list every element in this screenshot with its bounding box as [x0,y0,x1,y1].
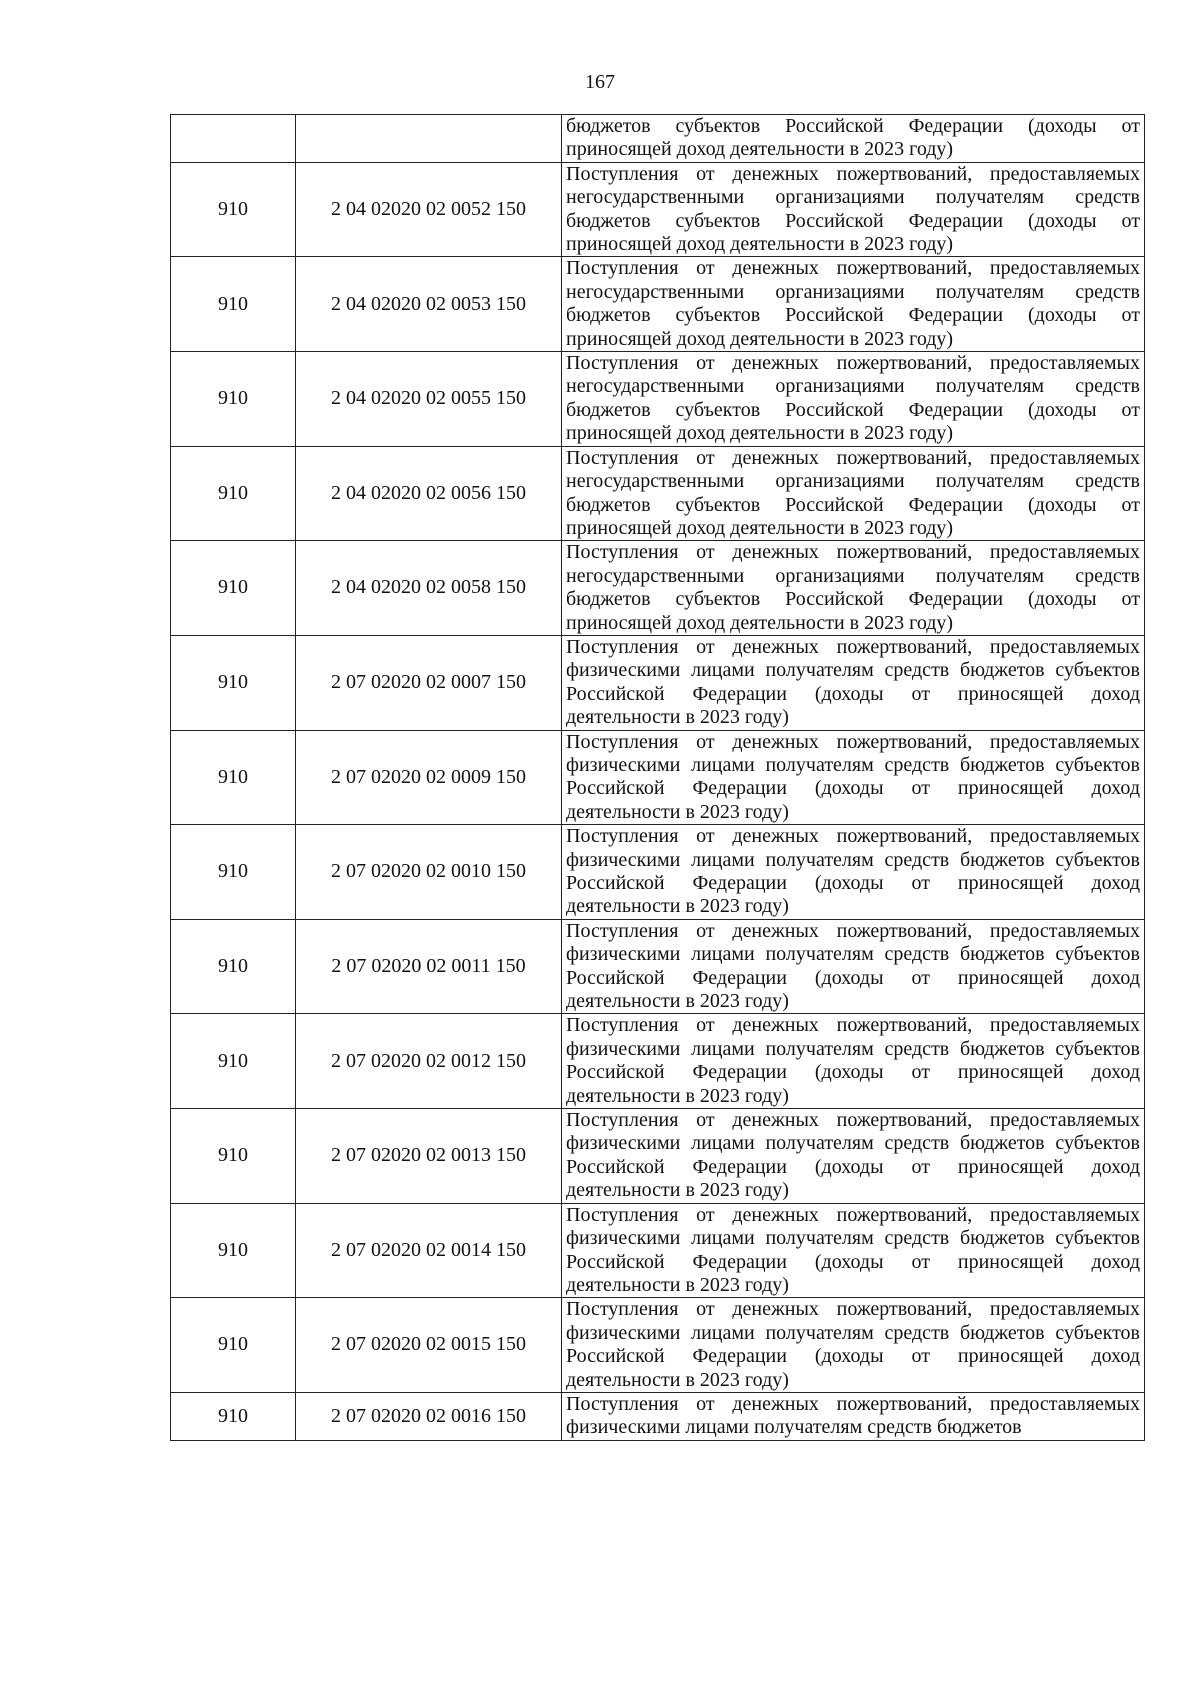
admin-code-cell: 910 [171,1392,296,1440]
revenue-name-cell: Поступления от денежных пожертвований, предоставляемых физическими лицами получателям средств бюджетов субъектов Российской Федерации (доходы от приносящей доход деятельности в 2023 году) [562,1014,1145,1109]
admin-code-cell: 910 [171,541,296,636]
revenue-name-cell: Поступления от денежных пожертвований, предоставляемых негосударственными организациями получателям средств бюджетов субъектов Российской Федерации (доходы от приносящей доход деятельности в 2023 году) [562,352,1145,447]
table-row [171,635,1145,730]
table-row [171,1109,1145,1204]
table-row [171,257,1145,352]
revenue-name-cell: Поступления от денежных пожертвований, предоставляемых физическими лицами получателям средств бюджетов субъектов Российской Федерации (доходы от приносящей доход деятельности в 2023 году) [562,1298,1145,1393]
revenue-name-cell: Поступления от денежных пожертвований, предоставляемых негосударственными организациями получателям средств бюджетов субъектов Российской Федерации (доходы от приносящей доход деятельности в 2023 году) [562,541,1145,636]
admin-code-cell: 910 [171,919,296,1014]
admin-code-cell: 910 [171,162,296,257]
table-row [171,730,1145,825]
table-body [171,115,1145,1441]
budget-code-cell: 2 07 02020 02 0016 150 [296,1392,562,1440]
revenue-name-cell: Поступления от денежных пожертвований, предоставляемых физическими лицами получателям средств бюджетов субъектов Российской Федерации (доходы от приносящей доход деятельности в 2023 году) [562,825,1145,920]
budget-code-cell [296,115,562,163]
budget-code-cell: 2 07 02020 02 0011 150 [296,919,562,1014]
admin-code-cell: 910 [171,446,296,541]
revenue-codes-table [170,114,1145,1441]
admin-code-cell: 910 [171,730,296,825]
table-row [171,446,1145,541]
admin-code-cell: 910 [171,1014,296,1109]
table-row-continuation [171,115,1145,163]
revenue-name-cell: бюджетов субъектов Российской Федерации (доходы от приносящей доход деятельности в 2023 году) [562,115,1145,163]
table-row [171,352,1145,447]
revenue-name-cell: Поступления от денежных пожертвований, предоставляемых негосударственными организациями получателям средств бюджетов субъектов Российской Федерации (доходы от приносящей доход деятельности в 2023 году) [562,446,1145,541]
revenue-name-cell: Поступления от денежных пожертвований, предоставляемых физическими лицами получателям средств бюджетов субъектов Российской Федерации (доходы от приносящей доход деятельности в 2023 году) [562,919,1145,1014]
revenue-name-cell: Поступления от денежных пожертвований, предоставляемых негосударственными организациями получателям средств бюджетов субъектов Российской Федерации (доходы от приносящей доход деятельности в 2023 году) [562,162,1145,257]
budget-code-cell: 2 07 02020 02 0013 150 [296,1109,562,1204]
budget-code-cell: 2 04 02020 02 0058 150 [296,541,562,636]
budget-code-cell: 2 07 02020 02 0015 150 [296,1298,562,1393]
admin-code-cell: 910 [171,825,296,920]
revenue-name-cell: Поступления от денежных пожертвований, предоставляемых физическими лицами получателям средств бюджетов субъектов Российской Федерации (доходы от приносящей доход деятельности в 2023 году) [562,635,1145,730]
budget-code-cell: 2 07 02020 02 0009 150 [296,730,562,825]
budget-code-cell: 2 07 02020 02 0014 150 [296,1203,562,1298]
budget-code-cell: 2 04 02020 02 0052 150 [296,162,562,257]
admin-code-cell: 910 [171,1203,296,1298]
table-row [171,919,1145,1014]
revenue-name-cell: Поступления от денежных пожертвований, предоставляемых физическими лицами получателям средств бюджетов субъектов Российской Федерации (доходы от приносящей доход деятельности в 2023 году) [562,1203,1145,1298]
table-row [171,1392,1145,1440]
admin-code-cell: 910 [171,1109,296,1204]
revenue-name-cell: Поступления от денежных пожертвований, предоставляемых физическими лицами получателям средств бюджетов [562,1392,1145,1440]
admin-code-cell [171,115,296,163]
admin-code-cell: 910 [171,352,296,447]
budget-code-cell: 2 04 02020 02 0055 150 [296,352,562,447]
table-row [171,162,1145,257]
page-number: 167 [585,71,615,93]
table-row [171,825,1145,920]
revenue-name-cell: Поступления от денежных пожертвований, предоставляемых физическими лицами получателям средств бюджетов субъектов Российской Федерации (доходы от приносящей доход деятельности в 2023 году) [562,1109,1145,1204]
budget-code-cell: 2 04 02020 02 0053 150 [296,257,562,352]
revenue-name-cell: Поступления от денежных пожертвований, предоставляемых физическими лицами получателям средств бюджетов субъектов Российской Федерации (доходы от приносящей доход деятельности в 2023 году) [562,730,1145,825]
budget-code-cell: 2 07 02020 02 0010 150 [296,825,562,920]
table-row [171,541,1145,636]
table-row [171,1203,1145,1298]
table-row [171,1014,1145,1109]
table-row [171,1298,1145,1393]
budget-code-cell: 2 04 02020 02 0056 150 [296,446,562,541]
budget-code-cell: 2 07 02020 02 0012 150 [296,1014,562,1109]
budget-code-cell: 2 07 02020 02 0007 150 [296,635,562,730]
admin-code-cell: 910 [171,635,296,730]
admin-code-cell: 910 [171,257,296,352]
admin-code-cell: 910 [171,1298,296,1393]
revenue-name-cell: Поступления от денежных пожертвований, предоставляемых негосударственными организациями получателям средств бюджетов субъектов Российской Федерации (доходы от приносящей доход деятельности в 2023 году) [562,257,1145,352]
